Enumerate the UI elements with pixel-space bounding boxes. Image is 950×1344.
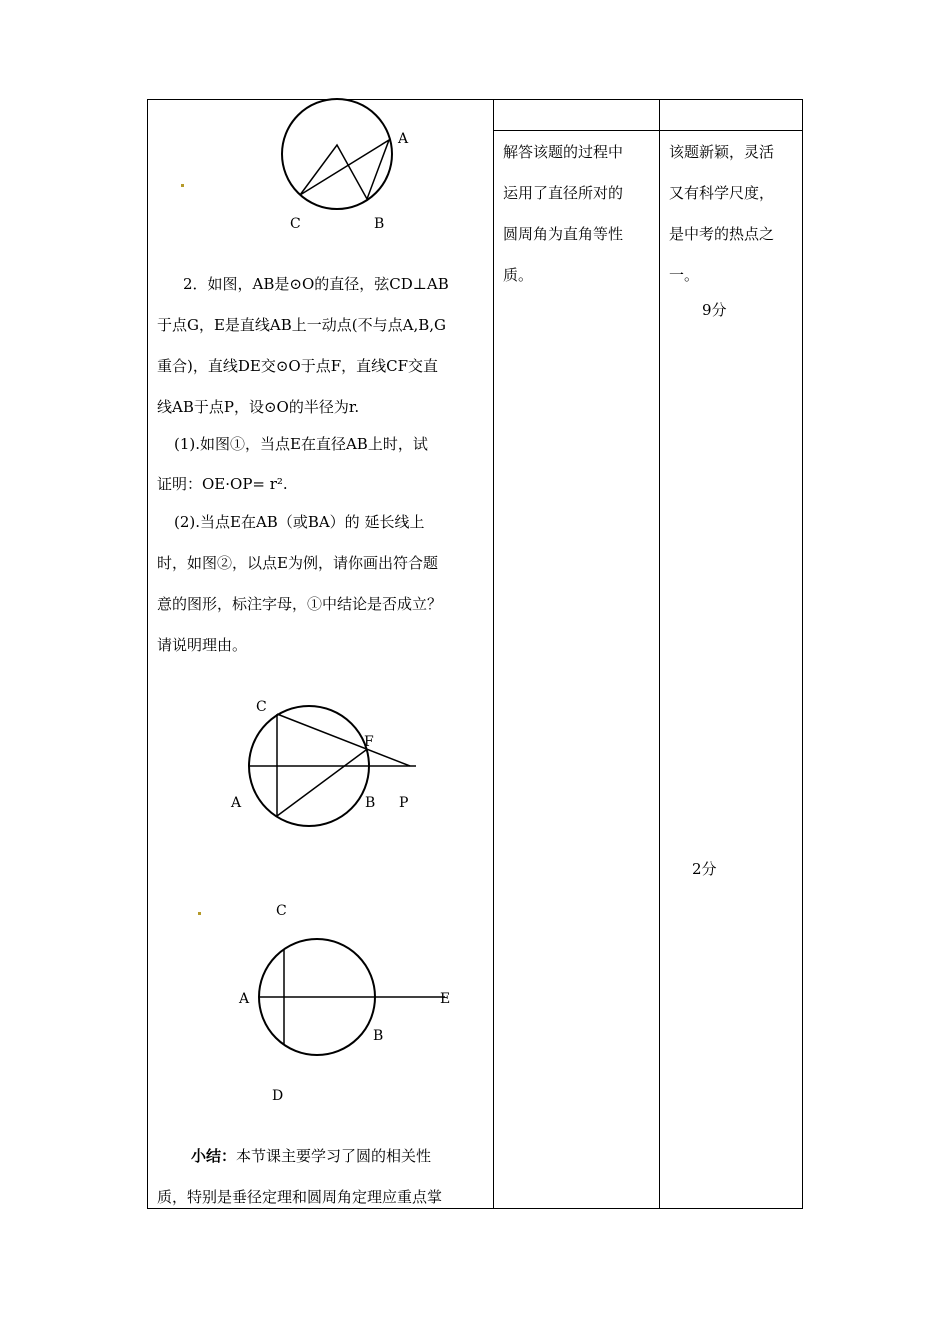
figure-3-label-d: D <box>272 1088 284 1104</box>
figure-1-label-c: C <box>290 216 301 232</box>
figure-1-label-b: B <box>374 216 385 232</box>
score-9: 9分 <box>702 301 727 319</box>
comment-line-2: 又有科学尺度， <box>669 184 775 202</box>
problem-2-line-4: 线AB于点P，设⊙O的半径为r. <box>157 398 360 416</box>
summary-text-1: 本节课主要学习了圆的相关性 <box>236 1147 432 1165</box>
problem-2-line-7: (2).当点E在AB（或BA）的 延长线上 <box>174 513 425 531</box>
figure-3-label-c: C <box>276 903 287 919</box>
analysis-line-2: 运用了直径所对的 <box>503 184 624 202</box>
comment-line-1: 该题新颖，灵活 <box>669 143 775 161</box>
problem-2-line-9: 意的图形，标注字母，①中结论是否成立？ <box>157 595 443 613</box>
problem-2-line-8: 时，如图②，以点E为例，请你画出符合题 <box>157 554 438 572</box>
problem-2-line-3: 重合)，直线DE交⊙O于点F，直线CF交直 <box>157 357 438 375</box>
score-2: 2分 <box>692 860 717 878</box>
problem-2-line-5: (1).如图①，当点E在直径AB上时，试 <box>174 435 428 453</box>
analysis-line-4: 质。 <box>503 266 534 284</box>
summary-line-2: 质，特别是垂径定理和圆周角定理应重点掌 <box>157 1188 443 1206</box>
comment-line-4: 一。 <box>669 266 700 284</box>
problem-2-line-1: 2．如图，AB是⊙O的直径，弦CD⊥AB <box>168 275 449 293</box>
analysis-line-3: 圆周角为直角等性 <box>503 225 624 243</box>
figure-2-label-a: A <box>231 795 242 811</box>
comment-line-3: 是中考的热点之 <box>669 225 775 243</box>
figure-2-label-f: F <box>364 734 374 750</box>
figure-2-label-b: B <box>365 795 376 811</box>
figure-2-label-c: C <box>256 699 267 715</box>
problem-2-line-6: 证明：OE·OP= r². <box>157 475 288 493</box>
problem-2-line-10: 请说明理由。 <box>157 636 248 654</box>
figure-3-label-e: E <box>440 991 451 1007</box>
summary-heading: 小结： <box>191 1147 237 1165</box>
analysis-line-1: 解答该题的过程中 <box>503 143 624 161</box>
figure-2-label-p: P <box>399 795 409 811</box>
figure-1-label-a: A <box>398 131 409 147</box>
problem-2-line-2: 于点G，E是直线AB上一动点(不与点A,B,G <box>157 316 447 334</box>
figure-3-label-b: B <box>373 1028 384 1044</box>
summary-line-1 <box>191 1149 431 1164</box>
figure-3-label-a: A <box>239 991 250 1007</box>
decorative-dot <box>198 912 201 915</box>
